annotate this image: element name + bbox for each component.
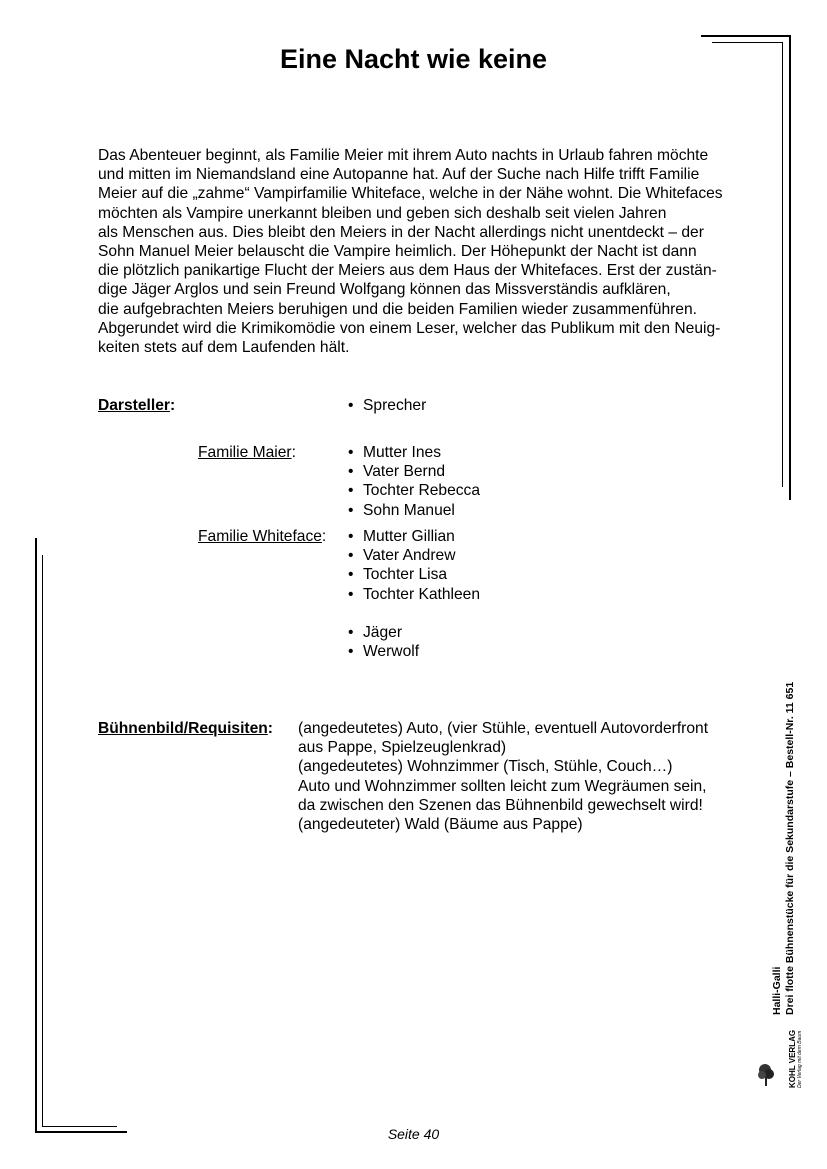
intro-line: dige Jäger Arglos und sein Freund Wolfgang können das Missverständis aufklären,	[98, 281, 671, 299]
intro-line: Meier auf die „zahme“ Vampirfamilie Whiteface, welche in der Nähe wohnt. Die Whitefaces	[98, 185, 723, 203]
family-whiteface-label-text: Familie Whiteface	[198, 528, 322, 545]
family-whiteface-label	[198, 527, 326, 546]
speaker-list	[348, 396, 426, 415]
page-number: Seite 40	[387, 1126, 440, 1142]
intro-line: die aufgebrachten Meiers beruhigen und die beiden Familien wieder zusammenführen.	[98, 300, 697, 318]
intro-line: als Menschen aus. Dies bleibt den Meiers in der Nacht allerdings nicht unentdeckt – der	[98, 223, 704, 241]
list-item: • Mutter Ines	[348, 443, 480, 462]
frame-line	[35, 538, 37, 1133]
publisher-tagline: Der Verlag mit dem Baum	[797, 1030, 803, 1088]
list-item: • Sprecher	[348, 396, 426, 415]
props-line: Auto und Wohnzimmer sollten leicht zum Wegräumen sein,	[298, 777, 707, 795]
props-line: da zwischen den Szenen das Bühnenbild gewechselt wird!	[298, 796, 703, 814]
other-cast-list	[348, 623, 419, 661]
family-whiteface-colon: :	[321, 528, 327, 545]
sidebar-line1: Halli-Galli	[771, 966, 783, 1015]
frame-line	[712, 42, 782, 43]
intro-line: Das Abenteuer beginnt, als Familie Meier mit ihrem Auto nachts in Urlaub fahren möchte	[98, 147, 709, 164]
list-item: • Vater Bernd	[348, 462, 480, 481]
publisher-name: KOHL VERLAG	[788, 1029, 797, 1088]
intro-line: Abgerundet wird die Krimikomödie von einem Leser, welcher das Publikum mit den Neuig-	[98, 319, 721, 337]
cast-heading	[98, 396, 175, 415]
page-title: Eine Nacht wie keine	[279, 44, 548, 74]
family-maier-list	[348, 443, 480, 520]
list-item: • Tochter Kathleen	[348, 585, 480, 604]
cast-heading-colon: :	[169, 397, 176, 414]
stage-heading	[98, 719, 273, 738]
list-item: • Jäger	[348, 623, 419, 642]
list-item: • Werwolf	[348, 642, 419, 661]
intro-line: Sohn Manuel Meier belauscht die Vampire heimlich. Der Höhepunkt der Nacht ist dann	[98, 243, 697, 261]
props-line: (angedeuteter) Wald (Bäume aus Pappe)	[298, 816, 583, 834]
sidebar-line2: Drei flotte Bühnenstücke für die Sekundarstufe – Bestell-Nr. 11 651	[784, 681, 796, 1015]
list-item: • Tochter Lisa	[348, 565, 480, 584]
props-line: (angedeutetes) Wohnzimmer (Tisch, Stühle, Couch…)	[298, 758, 673, 776]
frame-line	[782, 42, 783, 487]
publisher-logo	[756, 1029, 803, 1095]
sidebar-text	[771, 681, 805, 1015]
frame-line	[789, 35, 791, 500]
family-whiteface-list	[348, 527, 480, 604]
props-line: aus Pappe, Spielzeuglenkrad)	[298, 739, 507, 757]
intro-line: und mitten im Niemandsland eine Autopanne hat. Auf der Suche nach Hilfe trifft Familie	[98, 166, 700, 184]
frame-line	[42, 555, 43, 1127]
intro-line: keiten stets auf dem Laufenden hält.	[98, 339, 350, 357]
list-item: • Sohn Manuel	[348, 501, 480, 520]
list-item: • Mutter Gillian	[348, 527, 480, 546]
intro-line: möchten als Vampire unerkannt bleiben und geben sich deshalb seit vielen Jahren	[98, 204, 667, 222]
props-line: (angedeutetes) Auto, (vier Stühle, eventuell Autovorderfront	[298, 720, 709, 737]
family-maier-label-text: Familie Maier	[198, 444, 292, 461]
intro-line: die plötzlich panikartige Flucht der Meiers aus dem Haus der Whitefaces. Erst der zustän-	[98, 262, 717, 280]
stage-heading-colon: :	[267, 720, 273, 737]
intro-paragraph	[98, 146, 758, 357]
cast-heading-text: Darsteller	[98, 397, 170, 414]
family-maier-label	[198, 443, 296, 462]
stage-heading-text: Bühnenbild/Requisiten	[98, 720, 268, 737]
family-maier-colon: :	[291, 444, 296, 461]
list-item: • Vater Andrew	[348, 546, 480, 565]
list-item: • Tochter Rebecca	[348, 481, 480, 500]
stage-props	[298, 719, 708, 834]
frame-line	[701, 35, 789, 37]
